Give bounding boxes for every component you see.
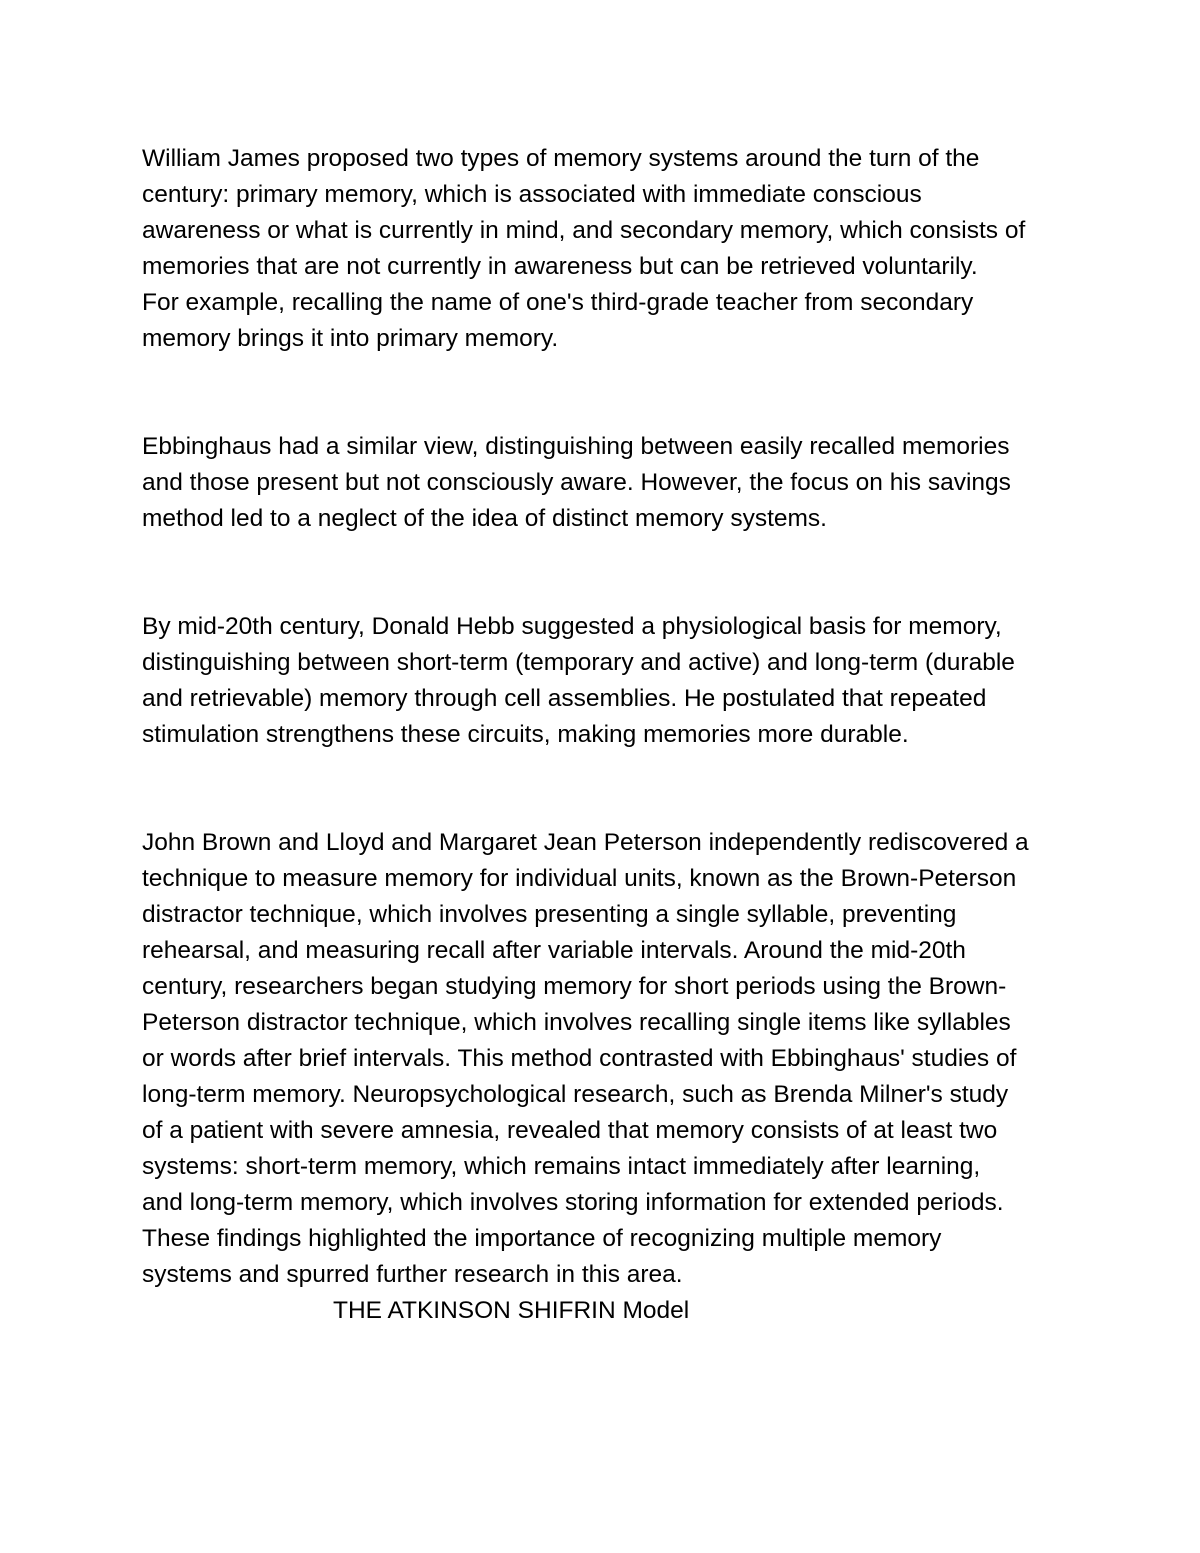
text-line: William James proposed two types of memory systems around the turn of the — [142, 145, 980, 172]
text-line: long-term memory. Neuropsychological research, such as Brenda Milner's study — [142, 1081, 1009, 1108]
text-line: awareness or what is currently in mind, and secondary memory, which consists of — [142, 217, 1026, 244]
text-line: of a patient with severe amnesia, revealed that memory consists of at least two — [142, 1117, 998, 1144]
text-line: memories that are not currently in awareness but can be retrieved voluntarily. — [142, 253, 978, 280]
text-line: systems: short-term memory, which remains intact immediately after learning, — [142, 1153, 981, 1180]
text-line: distractor technique, which involves presenting a single syllable, preventing — [142, 901, 957, 928]
text-line: or words after brief intervals. This method contrasted with Ebbinghaus' studies of — [142, 1045, 1017, 1072]
text-line: technique to measure memory for individual units, known as the Brown-Peterson — [142, 865, 1017, 892]
heading-text: THE ATKINSON SHIFRIN Model — [333, 1297, 690, 1324]
text-line: systems and spurred further research in this area. — [142, 1261, 683, 1288]
paragraph-william-james — [142, 141, 1077, 357]
text-line: John Brown and Lloyd and Margaret Jean Peterson independently rediscovered a — [142, 829, 1029, 856]
text-line: Ebbinghaus had a similar view, distinguishing between easily recalled memories — [142, 433, 1010, 460]
paragraph-ebbinghaus — [142, 429, 1077, 537]
text-line: and retrievable) memory through cell assemblies. He postulated that repeated — [142, 685, 987, 712]
text-line: For example, recalling the name of one's third-grade teacher from secondary — [142, 289, 974, 316]
text-line: method led to a neglect of the idea of distinct memory systems. — [142, 505, 827, 532]
text-line: memory brings it into primary memory. — [142, 325, 559, 352]
paragraph-hebb — [142, 609, 1077, 753]
text-line: and long-term memory, which involves storing information for extended periods. — [142, 1189, 1004, 1216]
paragraph-spacer — [142, 537, 1077, 609]
section-heading — [142, 1293, 1077, 1329]
paragraph-spacer — [142, 357, 1077, 429]
text-line: These findings highlighted the importance of recognizing multiple memory — [142, 1225, 942, 1252]
text-line: distinguishing between short-term (temporary and active) and long-term (durable — [142, 649, 1015, 676]
text-line: stimulation strengthens these circuits, making memories more durable. — [142, 721, 909, 748]
text-line: By mid-20th century, Donald Hebb suggested a physiological basis for memory, — [142, 613, 1002, 640]
text-line: rehearsal, and measuring recall after variable intervals. Around the mid-20th — [142, 937, 966, 964]
text-line: century: primary memory, which is associated with immediate conscious — [142, 181, 922, 208]
text-line: Peterson distractor technique, which involves recalling single items like syllables — [142, 1009, 1011, 1036]
text-line: century, researchers began studying memory for short periods using the Brown- — [142, 973, 1007, 1000]
paragraph-brown-peterson — [142, 825, 1077, 1293]
paragraph-spacer — [142, 753, 1077, 825]
document-body — [142, 141, 1077, 1329]
text-line: and those present but not consciously aware. However, the focus on his savings — [142, 469, 1011, 496]
